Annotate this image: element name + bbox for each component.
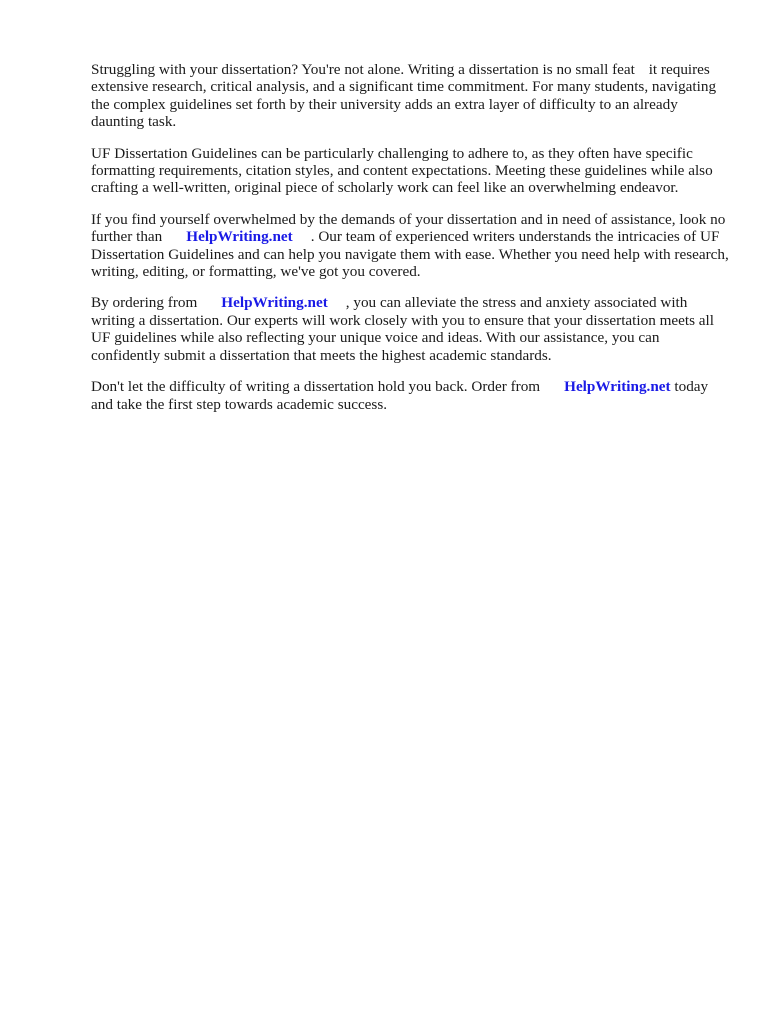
helpwriting-link-3[interactable]: HelpWriting.net — [564, 378, 671, 396]
document-page — [91, 61, 731, 427]
paragraph-intro — [91, 61, 731, 131]
paragraph-guidelines — [91, 145, 731, 197]
paragraph-intro-text-a: Struggling with your dissertation? You're not alone. Writing a dissertation is no small feat — [91, 61, 635, 78]
paragraph-intro-text-b: it requires extensive research, critical analysis, and a significant time commitment. For many students, navigating the complex guidelines set forth by their university adds an extra layer of difficulty to an already daunting task. — [91, 61, 717, 131]
paragraph-ordering — [91, 294, 731, 364]
paragraph-closing-after: today and take the first step towards academic success. — [91, 378, 709, 413]
helpwriting-link-2[interactable]: HelpWriting.net — [221, 294, 328, 312]
helpwriting-link-1[interactable]: HelpWriting.net — [186, 228, 293, 246]
paragraph-ordering-after: , you can alleviate the stress and anxiety associated with writing a dissertation. Our experts will work closely with you to ensure that your dissertation meets all UF guidelines while also reflecting your unique voice and ideas. With our assistance, you can confidently submit a dissertation that meets the highest academic standards. — [91, 294, 714, 364]
paragraph-assistance — [91, 211, 731, 281]
paragraph-ordering-before: By ordering from — [91, 294, 198, 312]
paragraph-closing — [91, 378, 731, 413]
paragraph-closing-before: Don't let the difficulty of writing a dissertation hold you back. Order from — [91, 378, 541, 396]
paragraph-assistance-after: . Our team of experienced writers understands the intricacies of UF Dissertation Guidelines and can help you navigate them with ease. Whether you need help with research, writing, editing, or formatting, we've got you covered. — [91, 228, 729, 281]
paragraph-assistance-before: If you find yourself overwhelmed by the demands of your dissertation and in need of assistance, look no further than — [91, 210, 726, 246]
paragraph-guidelines-text: UF Dissertation Guidelines can be particularly challenging to adhere to, as they often have specific formatting requirements, citation styles, and content expectations. Meeting these guidelines while also crafting a well-written, original piece of scholarly work can feel like an overwhelming endeavor. — [91, 144, 713, 197]
